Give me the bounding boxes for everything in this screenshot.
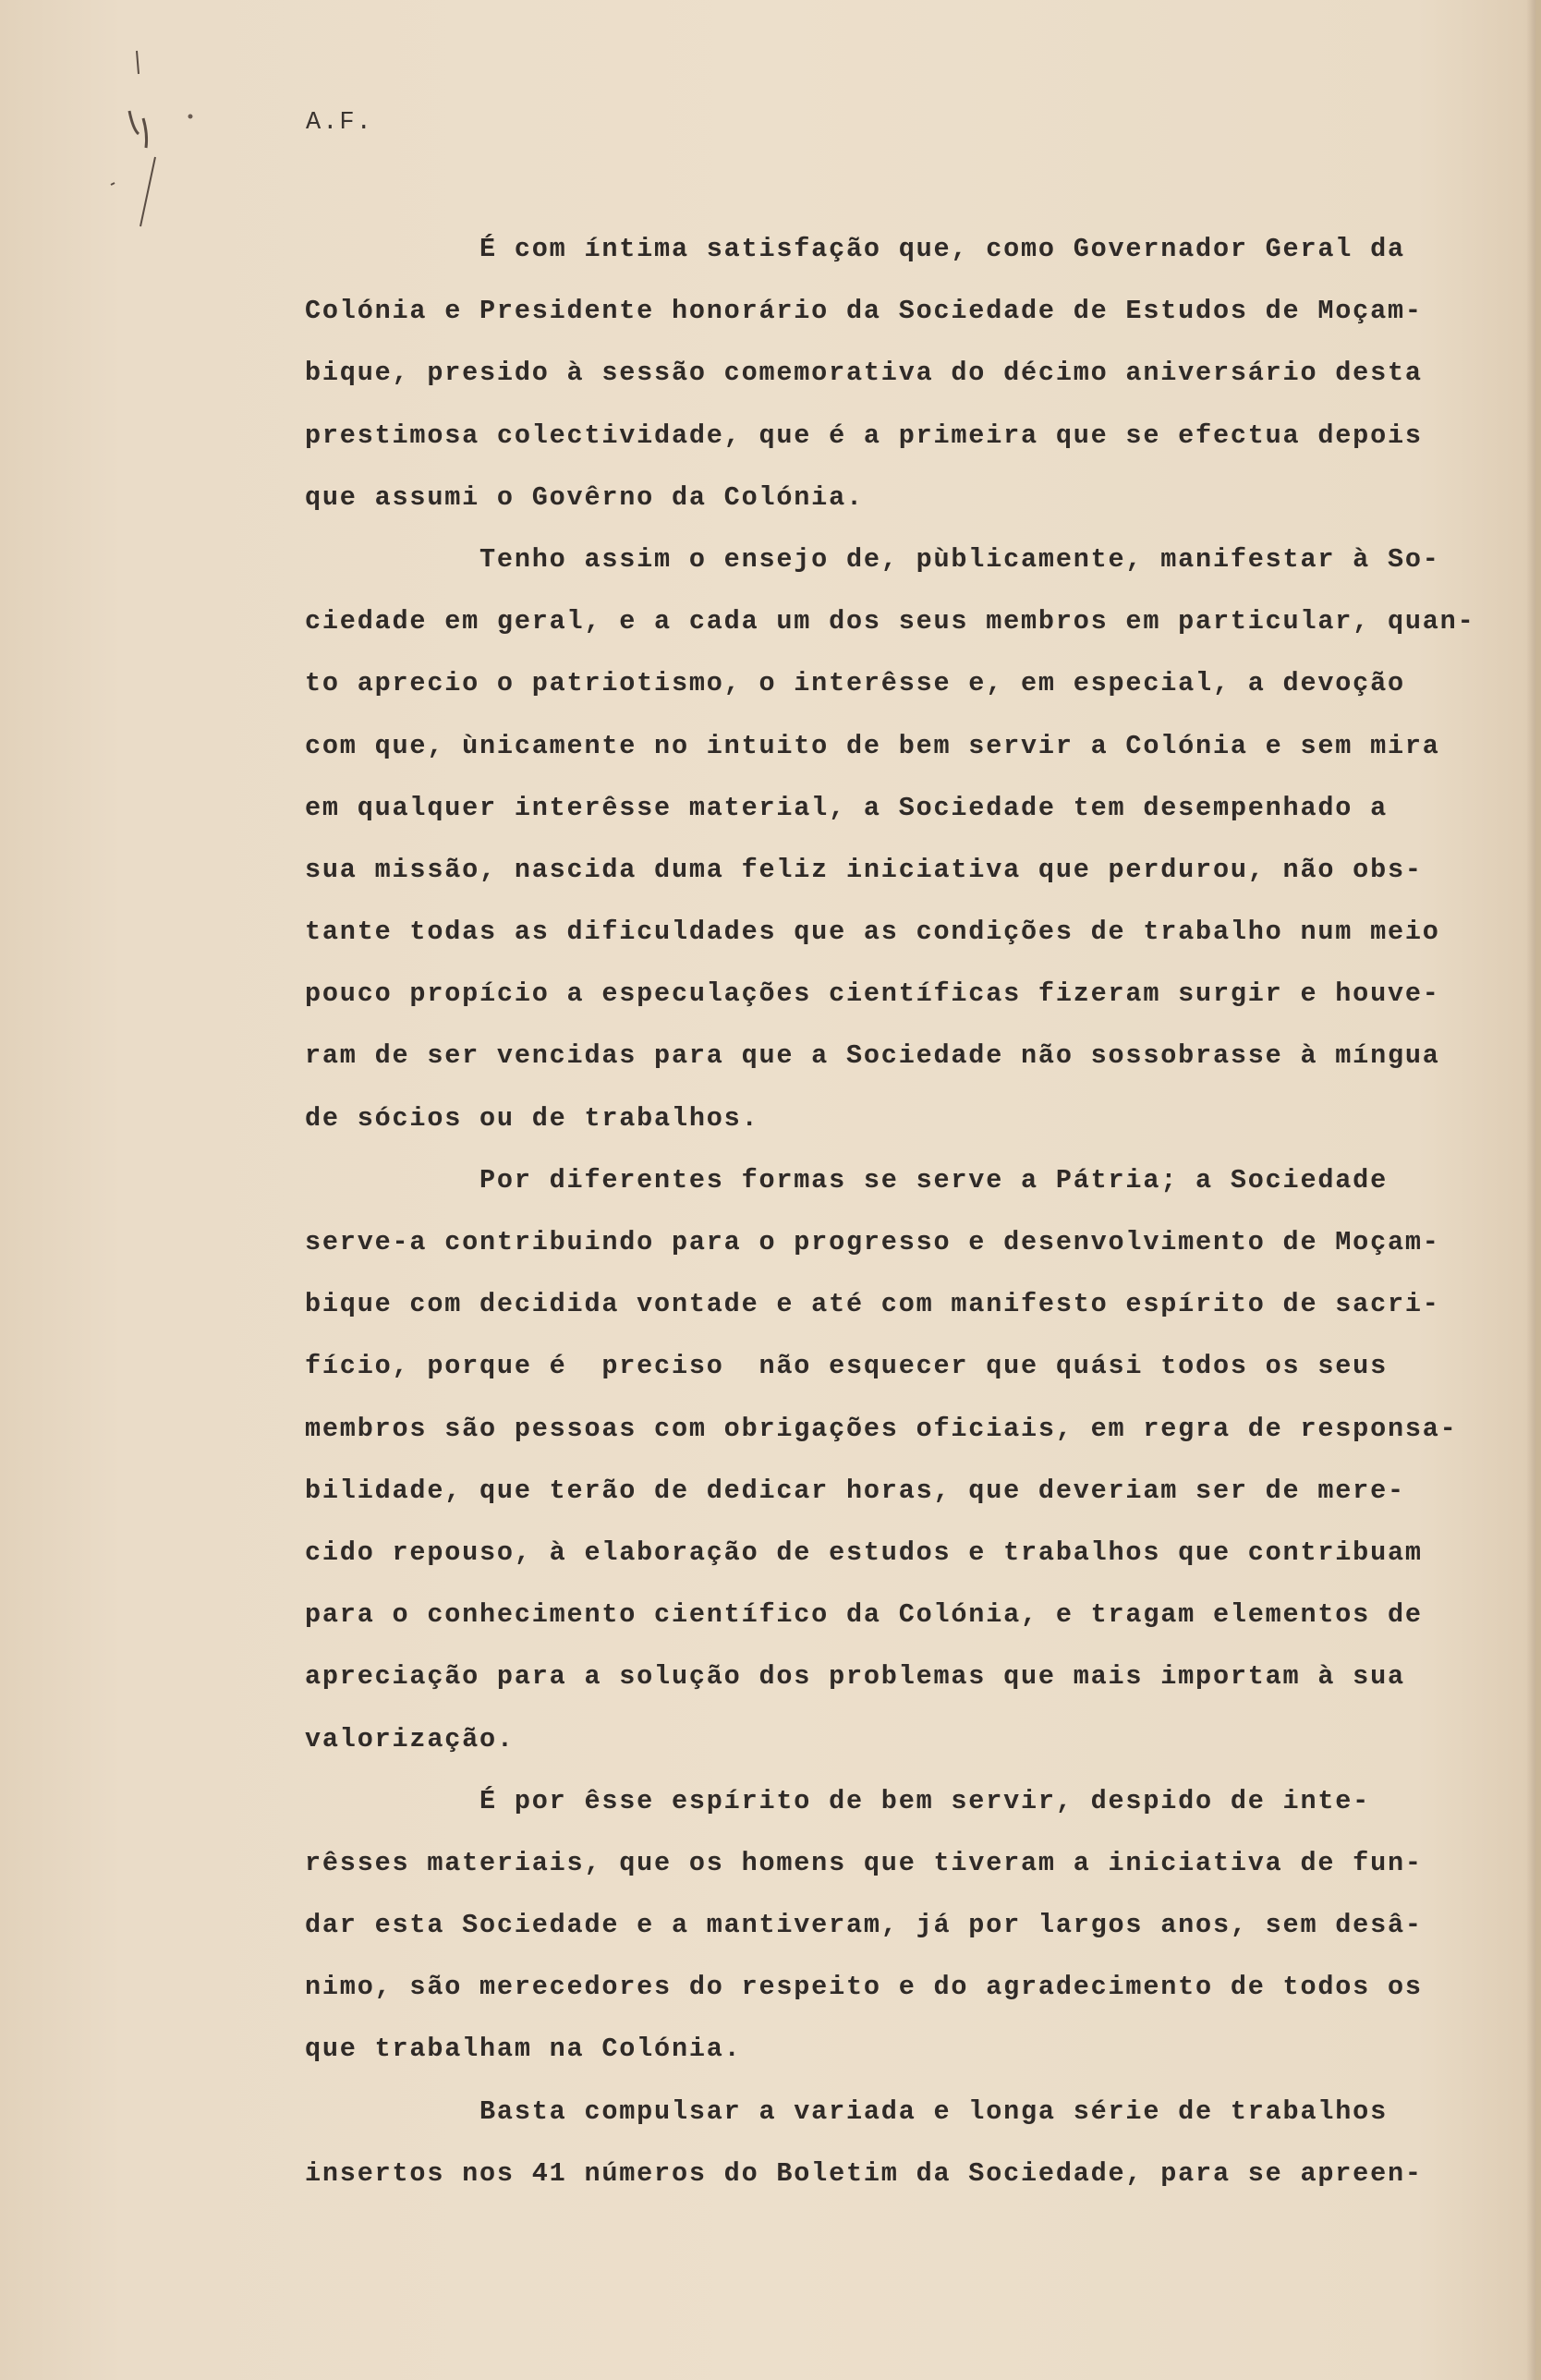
text-line: Por diferentes formas se serve a Pátria; a Sociedade (305, 1164, 1388, 1196)
text-line: de sócios ou de trabalhos. (305, 1102, 759, 1134)
text-line: dar esta Sociedade e a mantiveram, já por largos anos, sem desâ- (305, 1910, 1423, 1941)
text-line: prestimosa colectividade, que é a primeira que se efectua depois (305, 419, 1423, 451)
text-line: que assumi o Govêrno da Colónia. (305, 481, 864, 513)
document-body (305, 218, 1529, 2204)
text-line: em qualquer interêsse material, a Sociedade tem desempenhado a (305, 792, 1388, 823)
text-line: valorização. (305, 1723, 515, 1755)
text-line: insertos nos 41 números do Boletim da Sociedade, para se apreen- (305, 2157, 1423, 2189)
text-line: membros são pessoas com obrigações oficiais, em regra de responsa- (305, 1413, 1458, 1444)
text-line: Basta compulsar a variada e longa série de trabalhos (305, 2095, 1388, 2127)
text-line: Tenho assim o ensejo de, pùblicamente, manifestar à So- (305, 543, 1440, 575)
text-line: nimo, são merecedores do respeito e do agradecimento de todos os (305, 1972, 1423, 2003)
text-line: com que, ùnicamente no intuito de bem servir a Colónia e sem mira (305, 730, 1440, 761)
text-line: bilidade, que terão de dedicar horas, que deveriam ser de mere- (305, 1475, 1405, 1506)
handwritten-marks (74, 46, 203, 231)
text-line: cido repouso, à elaboração de estudos e trabalhos que contribuam (305, 1536, 1423, 1568)
text-line: bique com decidida vontade e até com manifesto espírito de sacri- (305, 1289, 1440, 1320)
text-line: É com íntima satisfação que, como Governador Geral da (305, 234, 1405, 264)
document-header-initials: A.F. (306, 109, 373, 137)
text-line: sua missão, nascida duma feliz iniciativa que perdurou, não obs- (305, 854, 1423, 885)
text-line: pouco propício a especulações científicas fizeram surgir e houve- (305, 978, 1440, 1010)
text-line: Colónia e Presidente honorário da Sociedade de Estudos de Moçam- (305, 296, 1423, 327)
text-line: ram de ser vencidas para que a Sociedade não sossobrasse à míngua (305, 1040, 1440, 1072)
text-line: rêsses materiais, que os homens que tiveram a iniciativa de fun- (305, 1847, 1423, 1878)
text-line: que trabalham na Colónia. (305, 2034, 742, 2065)
page-right-edge (1535, 0, 1541, 2380)
text-line: serve-a contribuindo para o progresso e desenvolvimento de Moçam- (305, 1227, 1440, 1257)
text-line: É por êsse espírito de bem servir, despido de inte- (305, 1785, 1371, 1816)
text-line: para o conhecimento científico da Colónia, e tragam elementos de (305, 1599, 1423, 1631)
text-line: bique, presido à sessão comemorativa do décimo aniversário desta (305, 358, 1423, 389)
text-line: ciedade em geral, e a cada um dos seus membros em particular, quan- (305, 606, 1475, 638)
text-line: to aprecio o patriotismo, o interêsse e, em especial, a devoção (305, 668, 1405, 699)
text-line: apreciação para a solução dos problemas que mais importam à sua (305, 1661, 1405, 1693)
text-line: fício, porque é preciso não esquecer que quási todos os seus (305, 1351, 1388, 1382)
text-line: tante todas as dificuldades que as condições de trabalho num meio (305, 917, 1440, 948)
